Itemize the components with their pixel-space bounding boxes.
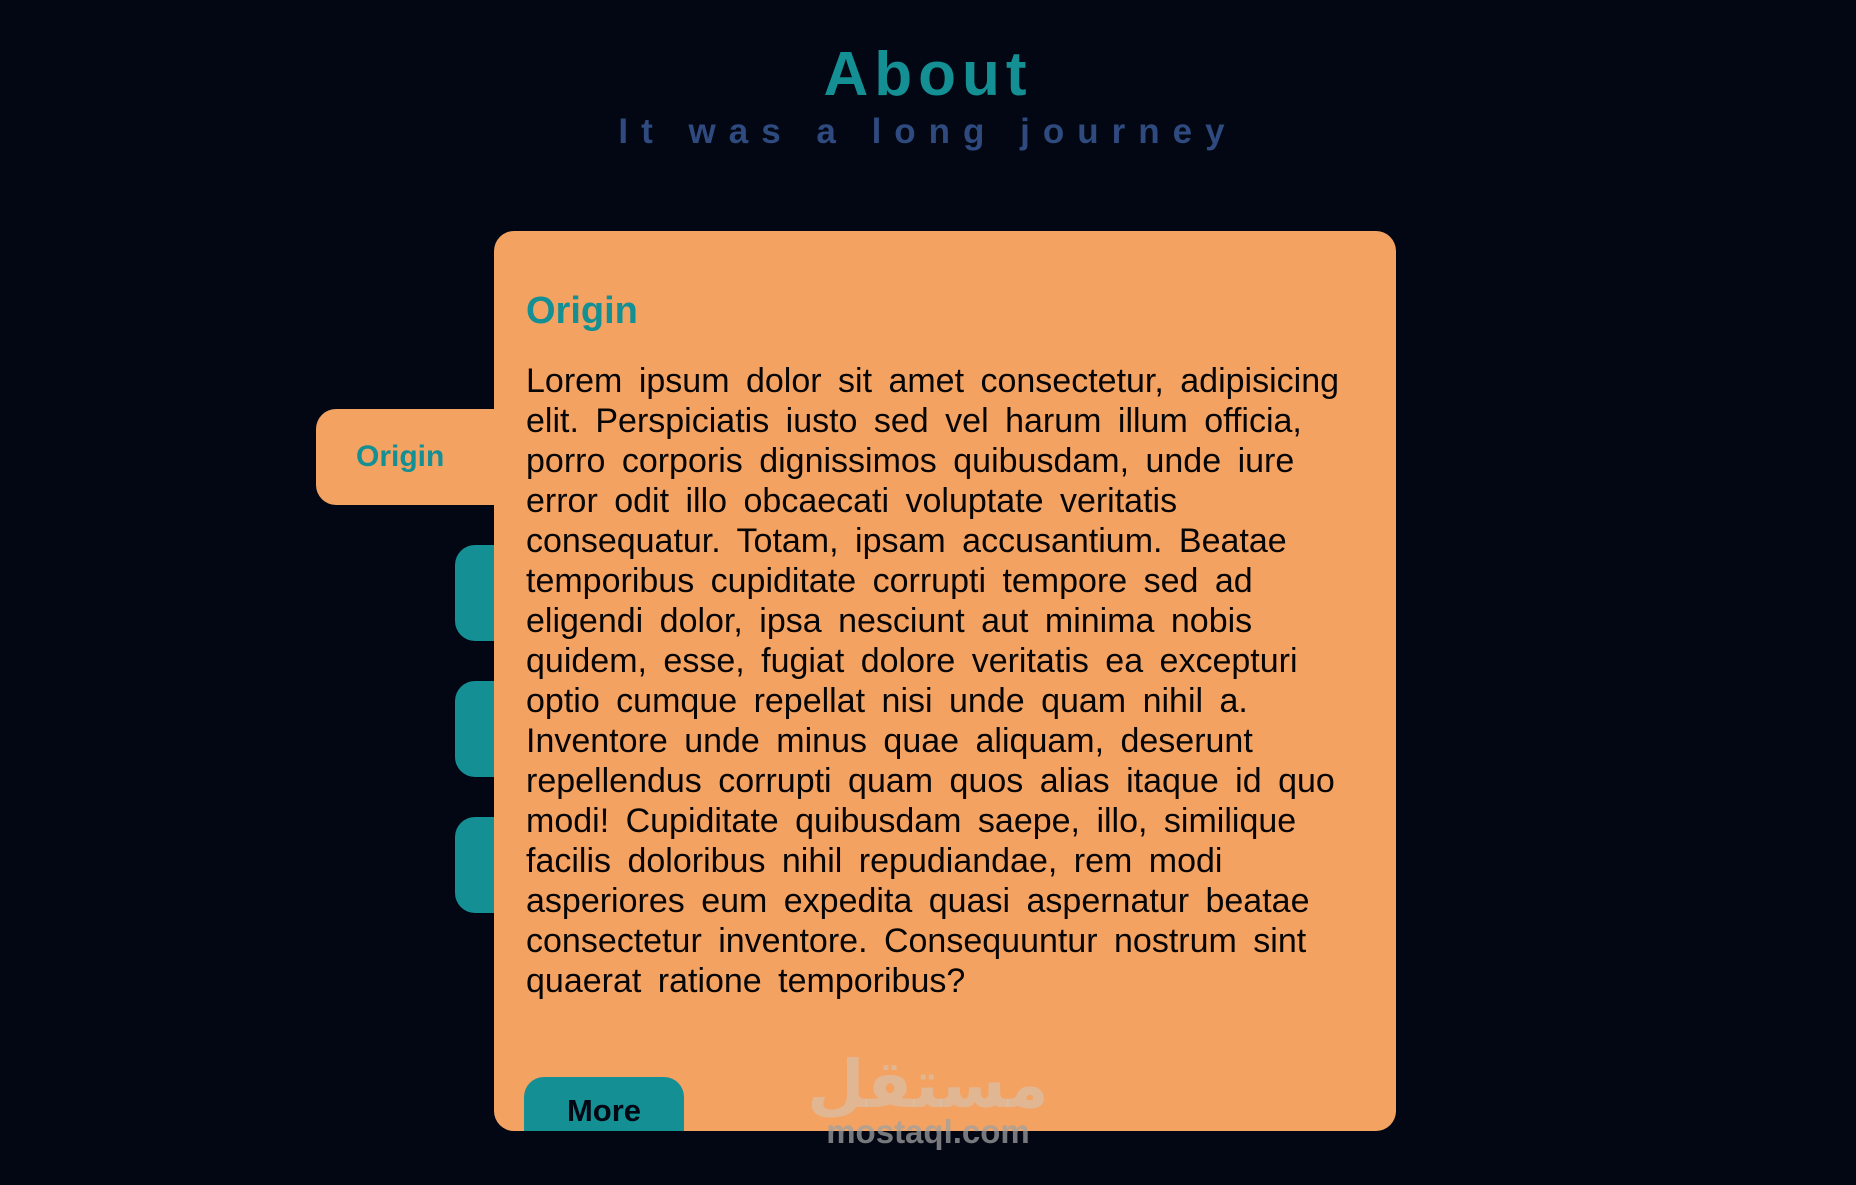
- content-card: [494, 231, 1396, 1131]
- card-text: Lorem ipsum dolor sit amet consectetur, adipisicing elit. Perspiciatis iusto sed vel harum illum officia, porro corporis dignissimos quibusdam, unde iure error odit illo obcaecati voluptate veritatis consequatur. Totam, ipsam accusantium. Beatae temporibus cupiditate corrupti tempore sed ad eligendi dolor, ipsa nesciunt aut minima nobis quidem, esse, fugiat dolore veritatis ea excepturi optio cumque repellat nisi unde quam nihil a. Inventore unde minus quae aliquam, deserunt repellendus corrupti quam quos alias itaque id quo modi! Cupiditate quibusdam saepe, illo, similique facilis doloribus nihil repudiandae, rem modi asperiores eum expedita quasi aspernatur beatae consectetur inventore. Consequuntur nostrum sint quaerat ratione temporibus?: [526, 362, 1340, 1000]
- watermark-url: mostaql.com: [826, 1113, 1030, 1150]
- page-header: [0, 40, 1856, 154]
- more-button[interactable]: More: [524, 1077, 684, 1131]
- tab-origin[interactable]: [316, 409, 506, 505]
- page-subtitle: It was a long journey: [618, 112, 1238, 151]
- page-title: About: [823, 40, 1033, 109]
- watermark-logo: مستقل: [807, 1046, 1049, 1123]
- card-title: Origin: [526, 290, 638, 332]
- tab-origin-label: Origin: [356, 440, 445, 473]
